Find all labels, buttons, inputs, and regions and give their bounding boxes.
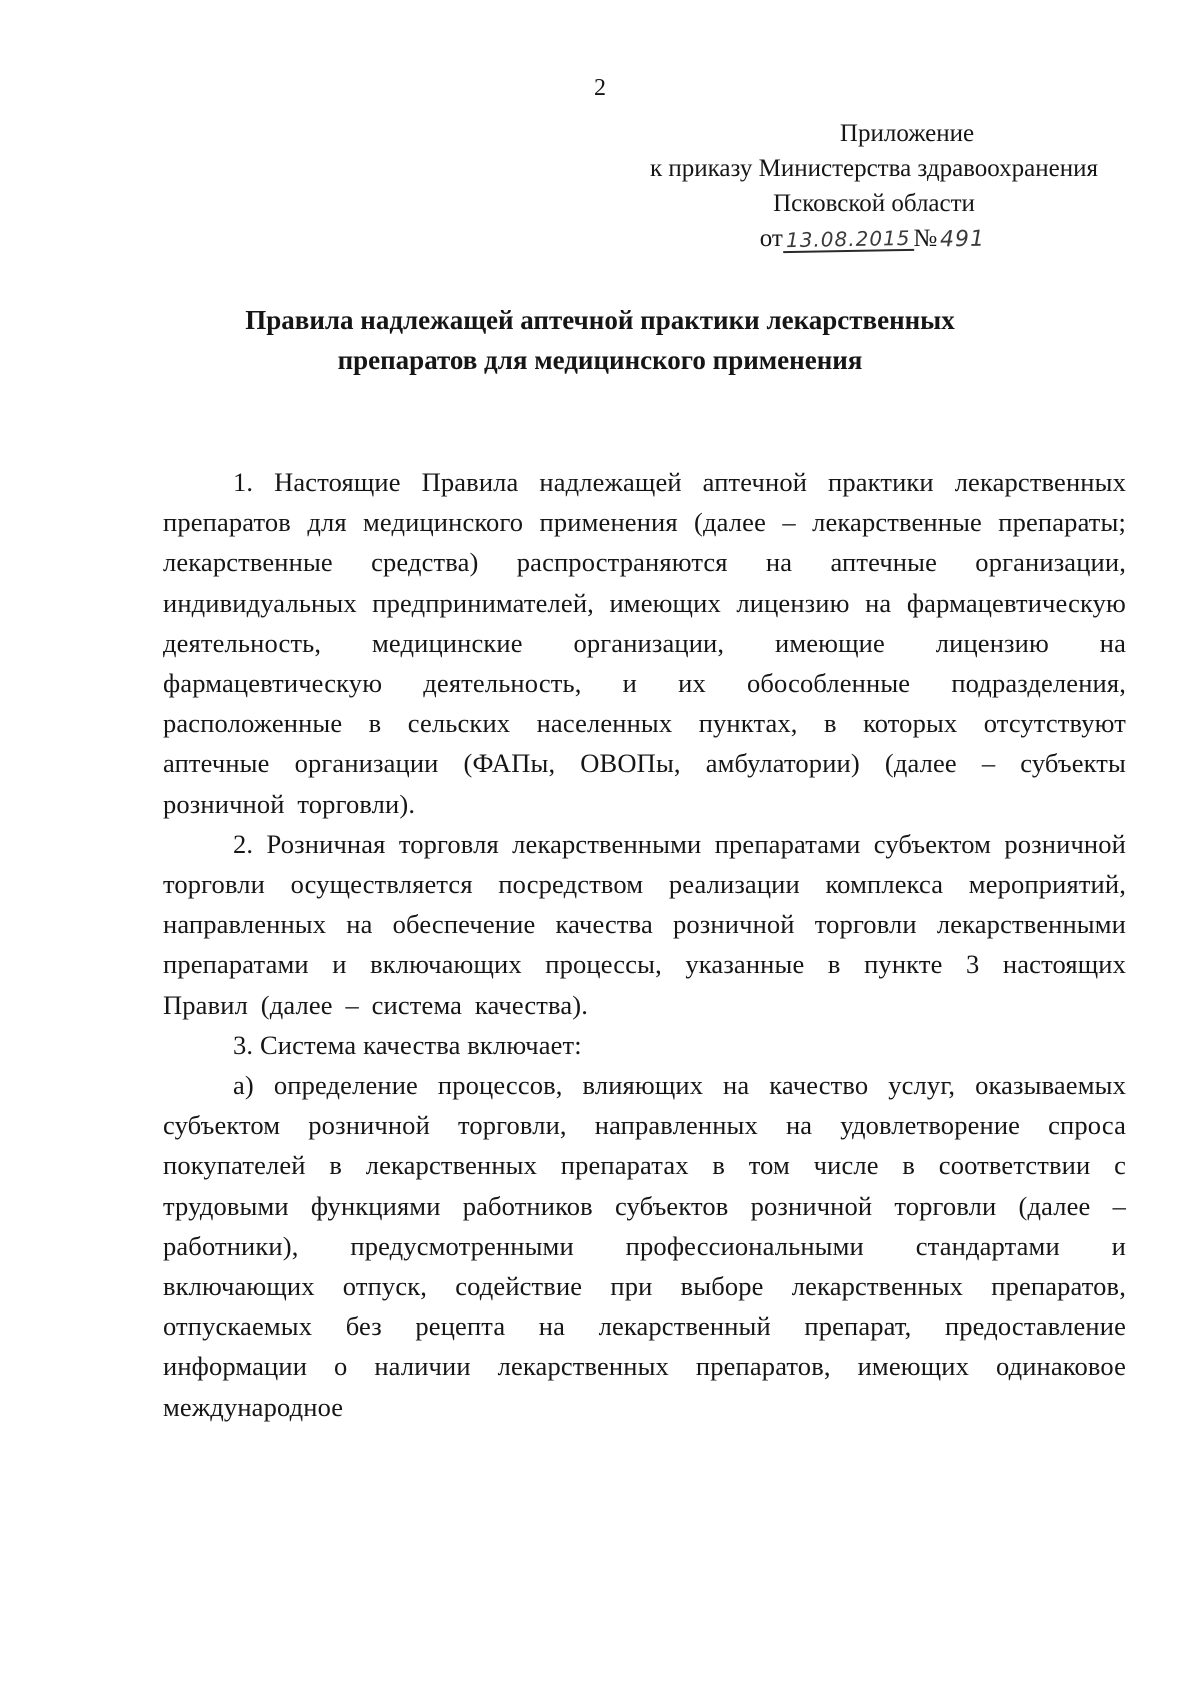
document-title bbox=[0, 300, 1200, 380]
appendix-region: Псковской области bbox=[773, 190, 975, 217]
appendix-heading: Приложение bbox=[839, 120, 975, 147]
order-prefix: от bbox=[759, 225, 783, 252]
appendix-order-reference: к приказу Министерства здравоохранения bbox=[649, 155, 1099, 182]
order-date-handwritten: 13.08.2015 bbox=[783, 227, 914, 253]
paragraph-4: а) определение процессов, влияющих на качество услуг, оказываемых субъектом розничной торговли, направленных на удовлетворение спроса покупателей в лекарственных препаратах в том числе в соответствии с трудовыми функциями работников субъектов розничной торговли (далее – работники), предусмотренными профессиональными стандартами и включающих отпуск, содействие при выборе лекарственных препаратов, отпускаемых без рецепта на лекарственный препарат, предоставление информации о наличии лекарственных препаратов, имеющих одинаковое международное bbox=[163, 1070, 1126, 1422]
document-body bbox=[163, 462, 1126, 1427]
order-number-sign: № bbox=[913, 225, 938, 252]
order-number-handwritten: 491 bbox=[940, 226, 986, 253]
appendix-order-line bbox=[614, 221, 1134, 256]
paragraph-2: 2. Розничная торговля лекарственными препаратами субъектом розничной торговли осуществляется посредством реализации комплекса мероприятий, направленных на обеспечение качества розничной торговли лекарственными препаратами и включающих процессы, указанные в пункте 3 настоящих Правил (далее – система качества). bbox=[163, 828, 1126, 1020]
title-line-2: препаратов для медицинского применения bbox=[337, 345, 863, 375]
paragraph-3: 3. Система качества включает: bbox=[233, 1029, 582, 1060]
title-line-1: Правила надлежащей аптечной практики лекарственных bbox=[245, 305, 955, 335]
paragraph-1: 1. Настоящие Правила надлежащей аптечной практики лекарственных препаратов для медицинского применения (далее – лекарственные препараты; лекарственные средства) распространяются на аптечные организации, индивидуальных предпринимателей, имеющих лицензию на фармацевтическую деятельность, медицинские организации, имеющие лицензию на фармацевтическую деятельность, и их обособленные подразделения, расположенные в сельских населенных пунктах, в которых отсутствуют аптечные организации (ФАПы, ОВОПы, амбулатории) (далее – субъекты розничной торговли). bbox=[163, 467, 1126, 819]
appendix-block bbox=[614, 116, 1134, 256]
page-number: 2 bbox=[594, 75, 606, 101]
